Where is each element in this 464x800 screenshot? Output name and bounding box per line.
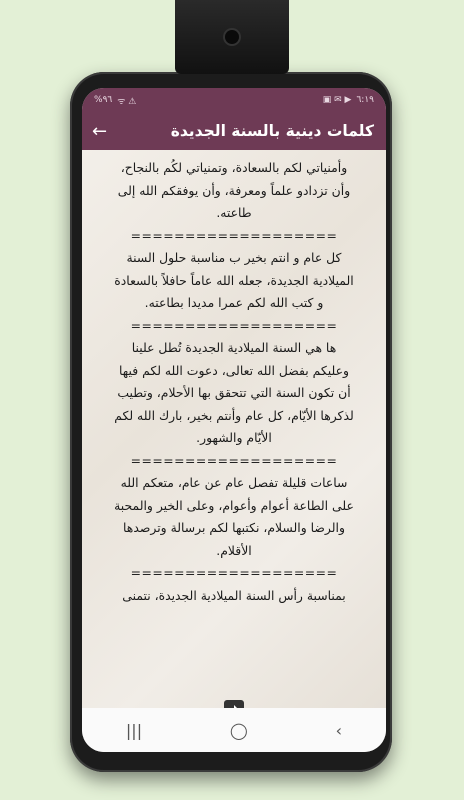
notification-icons: ▣ ✉ ▶: [322, 95, 352, 105]
article-text: [82, 150, 386, 607]
app-bar: [82, 112, 386, 150]
back-arrow-icon[interactable]: ←: [92, 120, 108, 142]
text-line: وعليكم بفضل الله تعالى، دعوت الله لكم فيها: [119, 362, 349, 378]
camera-lens-icon: [225, 30, 239, 44]
text-line: الأقلام.: [216, 542, 252, 558]
status-bar: [82, 88, 386, 112]
signal-icons: ᯤ ⚠: [117, 96, 137, 107]
separator: ===================: [130, 452, 338, 468]
text-line: بمناسبة رأس السنة الميلادية الجديدة، نتمنى: [122, 587, 346, 603]
separator: ===================: [130, 565, 338, 580]
system-nav-bar: [82, 708, 386, 752]
home-icon[interactable]: ◯: [229, 720, 248, 740]
separator: ===================: [130, 317, 338, 333]
text-line: ها هي السنة الميلادية الجديدة تُطل علينا: [131, 340, 337, 355]
content-area[interactable]: [82, 150, 386, 708]
text-line: لذكرها الأيّام، كل عام وأنتم بخير، بارك الله لكم: [114, 407, 354, 423]
recent-apps-icon[interactable]: |||: [125, 720, 143, 740]
text-line: الأيّام والشهور.: [196, 430, 272, 445]
nav-back-icon[interactable]: ‹: [335, 720, 343, 740]
text-line: وأمنياتي لكم بالسعادة، وتمنياتي لكُم بالنجاح،: [120, 160, 348, 175]
popup-camera: [175, 0, 289, 74]
clock: ٦:١٩: [356, 95, 374, 105]
text-line: والرضا والسلام، نكتبها لكم برسالة وترصدها: [123, 520, 345, 535]
text-line: أن تكون السنة التي تتحقق بها الأحلام، وتطيب: [117, 385, 351, 400]
battery-level: %٩٦: [94, 95, 113, 105]
text-line: كل عام و انتم بخير ب مناسبة حلول السنة: [126, 250, 342, 265]
text-line: الميلادية الجديدة، جعله الله عاماً حافلاً بالسعادة: [114, 272, 354, 288]
text-line: ساعات قليلة تفصل عام عن عام، متعكم الله: [120, 475, 348, 490]
text-line: طاعته.: [216, 205, 252, 220]
page-title: كلمات دينية بالسنة الجديدة: [170, 122, 374, 140]
separator: ===================: [130, 227, 338, 243]
text-line: وأن تزدادو علماً ومعرفة، وأن يوفقكم الله إلى: [117, 182, 351, 198]
screen: [82, 88, 386, 752]
text-line: على الطاعة أعوام وأعوام، وعلى الخير والمحبة: [114, 497, 354, 513]
text-line: و كتب الله لكم عمرا مديدا بطاعته.: [144, 295, 324, 310]
